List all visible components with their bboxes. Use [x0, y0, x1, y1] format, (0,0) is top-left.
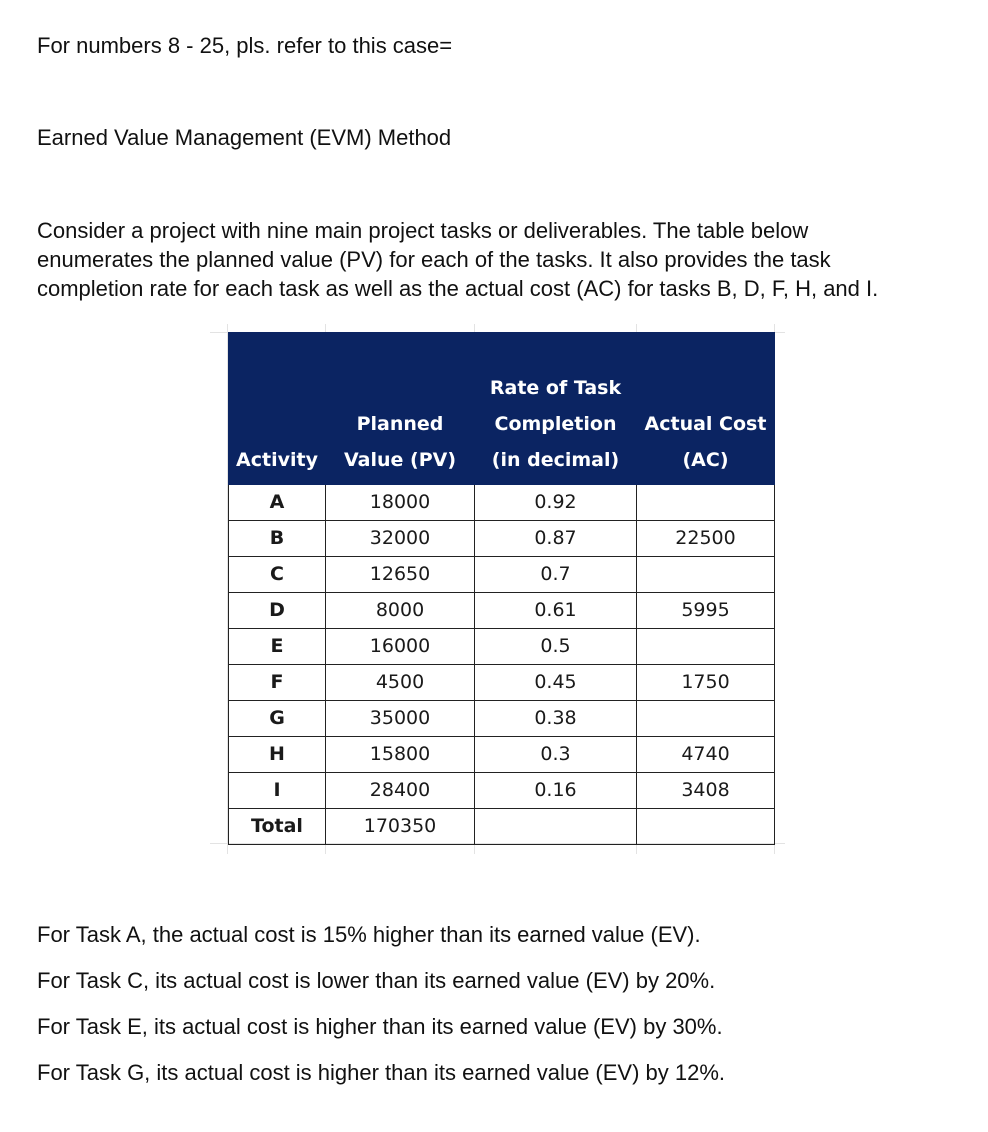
cell-total-ac — [637, 809, 775, 845]
cell-pv: 28400 — [326, 773, 475, 809]
cell-activity: G — [229, 701, 326, 737]
table-row — [229, 485, 775, 521]
cell-pv: 4500 — [326, 665, 475, 701]
cell-pv: 15800 — [326, 737, 475, 773]
cell-pv: 16000 — [326, 629, 475, 665]
cell-ac — [637, 701, 775, 737]
evm-table — [228, 332, 775, 845]
table-row — [229, 737, 775, 773]
cell-ac — [637, 485, 775, 521]
cell-activity: C — [229, 557, 326, 593]
paragraph-line-1: Consider a project with nine main project tasks or deliverables. The table below — [37, 218, 809, 243]
cell-ac — [637, 629, 775, 665]
note-task-e: For Task E, its actual cost is higher than its earned value (EV) by 30%. — [37, 1014, 723, 1039]
cell-rate: 0.87 — [475, 521, 637, 557]
cell-ac: 3408 — [637, 773, 775, 809]
cell-activity: H — [229, 737, 326, 773]
cell-total-rate — [475, 809, 637, 845]
cell-pv: 18000 — [326, 485, 475, 521]
cell-total-pv: 170350 — [326, 809, 475, 845]
paragraph-line-3: completion rate for each task as well as the actual cost (AC) for tasks B, D, F, H, and I. — [37, 276, 879, 301]
note-task-c: For Task C, its actual cost is lower than its earned value (EV) by 20%. — [37, 968, 716, 993]
cell-rate: 0.5 — [475, 629, 637, 665]
header-actual-cost: Actual Cost (AC) — [637, 333, 775, 485]
table-row — [229, 557, 775, 593]
cell-activity: B — [229, 521, 326, 557]
intro-text: For numbers 8 - 25, pls. refer to this case= — [37, 33, 453, 58]
cell-rate: 0.38 — [475, 701, 637, 737]
cell-activity: D — [229, 593, 326, 629]
cell-rate: 0.92 — [475, 485, 637, 521]
cell-ac — [637, 557, 775, 593]
table-row — [229, 665, 775, 701]
note-task-a: For Task A, the actual cost is 15% higher than its earned value (EV). — [37, 922, 701, 947]
cell-pv: 32000 — [326, 521, 475, 557]
cell-activity: F — [229, 665, 326, 701]
cell-activity: E — [229, 629, 326, 665]
cell-ac: 5995 — [637, 593, 775, 629]
table-row — [229, 521, 775, 557]
header-rate-of-completion: Rate of Task Completion (in decimal) — [475, 333, 637, 485]
note-task-g: For Task G, its actual cost is higher than its earned value (EV) by 12%. — [37, 1060, 726, 1085]
case-paragraph — [37, 216, 878, 303]
cell-rate: 0.45 — [475, 665, 637, 701]
cell-total-label: Total — [229, 809, 326, 845]
paragraph-line-2: enumerates the planned value (PV) for each of the tasks. It also provides the task — [37, 247, 831, 272]
cell-rate: 0.61 — [475, 593, 637, 629]
cell-activity: I — [229, 773, 326, 809]
cell-pv: 35000 — [326, 701, 475, 737]
table-row — [229, 593, 775, 629]
method-title: Earned Value Management (EVM) Method — [37, 125, 452, 150]
table-row — [229, 773, 775, 809]
cell-ac: 1750 — [637, 665, 775, 701]
table-row — [229, 629, 775, 665]
header-planned-value: Planned Value (PV) — [326, 333, 475, 485]
table-header-row — [229, 333, 775, 485]
header-activity: Activity — [229, 333, 326, 485]
cell-pv: 8000 — [326, 593, 475, 629]
cell-rate: 0.3 — [475, 737, 637, 773]
cell-rate: 0.7 — [475, 557, 637, 593]
table-row — [229, 701, 775, 737]
cell-pv: 12650 — [326, 557, 475, 593]
cell-rate: 0.16 — [475, 773, 637, 809]
cell-activity: A — [229, 485, 326, 521]
table-total-row — [229, 809, 775, 845]
cell-ac: 4740 — [637, 737, 775, 773]
cell-ac: 22500 — [637, 521, 775, 557]
